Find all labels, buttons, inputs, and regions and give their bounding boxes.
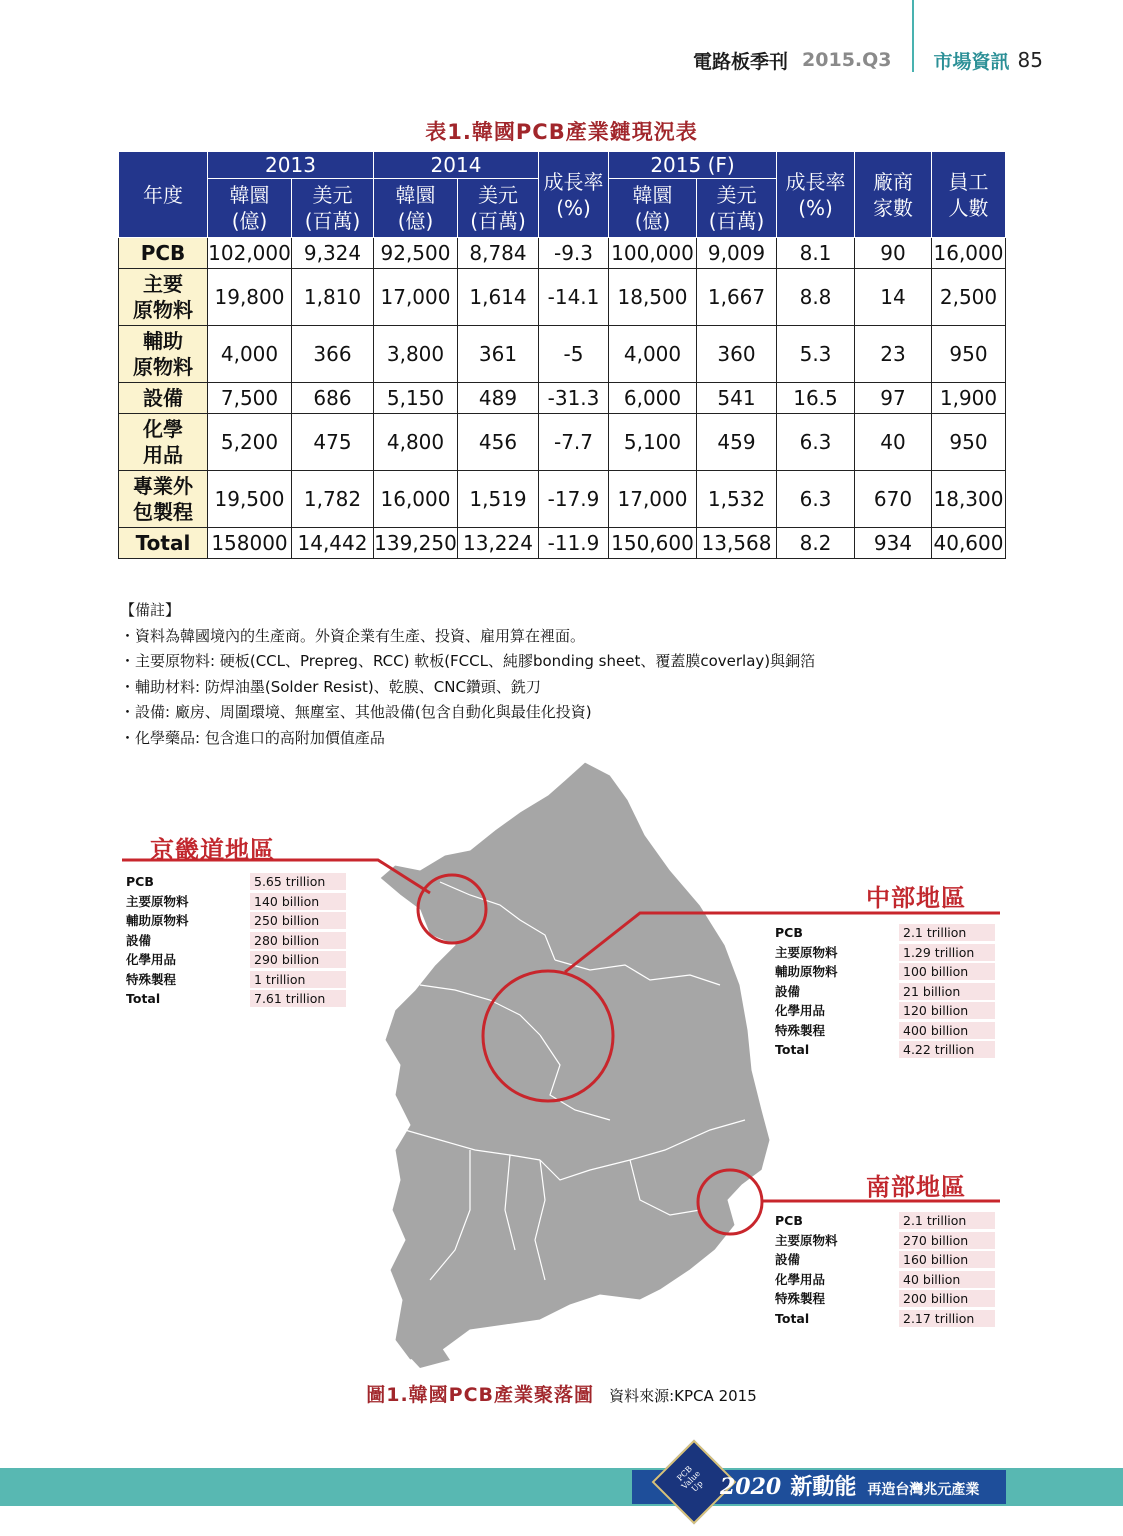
table-cell: 1,810 [292,269,374,326]
page-number: 85 [1017,48,1043,72]
table-cell: 90 [855,238,932,269]
region-row-label: 主要原物料 [775,944,838,960]
table-cell: -31.3 [539,383,609,414]
table-cell: 40,600 [932,528,1006,559]
region-row-value: 5.65 trillion [250,873,346,890]
region-row [771,1270,997,1290]
col-growth-2014: 成長率 (%) [539,152,609,238]
region-row-label: PCB [775,925,803,941]
region-row-label: 主要原物料 [775,1232,838,1248]
figure-title: 圖1.韓國PCB產業聚落圖 [366,1384,595,1406]
region-row [771,1289,997,1309]
table-cell: 8.1 [777,238,855,269]
region-row-label: 輔助原物料 [775,964,838,980]
region-row-label: Total [775,1042,810,1058]
table-cell: 17,000 [374,269,458,326]
region-row-label: 設備 [775,1252,801,1268]
table-row [119,238,1006,269]
region-row-value: 250 billion [250,912,346,929]
region-row [122,931,348,951]
table-cell: 541 [697,383,777,414]
table-cell: 17,000 [609,471,697,528]
table-row [119,326,1006,383]
figure-caption [0,1380,1123,1407]
magazine-name: 電路板季刊 [693,50,789,73]
table-cell: 14 [855,269,932,326]
table-cell: 8.8 [777,269,855,326]
region-row-label: 特殊製程 [775,1022,826,1038]
region-row-value: 280 billion [250,932,346,949]
table-cell: 9,324 [292,238,374,269]
table-cell: 4,800 [374,414,458,471]
capital-region-table [122,872,348,1009]
footer-new-energy: 新動能 [790,1475,857,1500]
table-cell: 6.3 [777,471,855,528]
table-cell: 361 [458,326,539,383]
region-row-label: 設備 [126,932,152,948]
region-row-value: 2.1 trillion [899,924,995,941]
region-row [122,872,348,892]
central-region-title: 中部地區 [866,884,966,912]
region-row [122,950,348,970]
table-cell: 1,782 [292,471,374,528]
table-cell: -11.9 [539,528,609,559]
table-cell: 97 [855,383,932,414]
region-row-label: 化學用品 [775,1271,826,1287]
central-region-table [771,923,997,1060]
col-2015f: 2015 (F) [609,152,777,179]
table-cell: 366 [292,326,374,383]
table-cell: 5,100 [609,414,697,471]
table-cell: 8.2 [777,528,855,559]
section-label: 市場資訊 [933,50,1010,73]
region-row [771,1250,997,1270]
region-row [771,1309,997,1329]
region-row-label: 設備 [775,983,801,999]
col-employees: 員工 人數 [932,152,1006,238]
note-item: ・ 資料為韓國境內的生產商。外資企業有生產、投資、雇用算在裡面。 [120,624,815,650]
region-row [771,1040,997,1060]
table-row [119,471,1006,528]
table-cell: 1,519 [458,471,539,528]
col-year: 年度 [119,152,208,238]
region-row-label: 化學用品 [126,952,177,968]
region-row [122,989,348,1009]
col-usd: 美元 (百萬) [697,179,777,238]
col-usd: 美元 (百萬) [292,179,374,238]
col-krw: 韓圜 (億) [208,179,292,238]
table-row [119,383,1006,414]
note-item: ・ 化學藥品: 包含進口的高附加價值產品 [120,726,815,752]
table-cell: 1,667 [697,269,777,326]
table-cell: 100,000 [609,238,697,269]
region-row-value: 100 billion [899,963,995,980]
row-label: 輔助 原物料 [119,326,208,383]
table-row [119,269,1006,326]
table-cell: 3,800 [374,326,458,383]
col-krw: 韓圜 (億) [609,179,697,238]
region-row-label: Total [775,1310,810,1326]
row-label: 主要 原物料 [119,269,208,326]
row-label: Total [119,528,208,559]
table-cell: 18,500 [609,269,697,326]
col-krw: 韓圜 (億) [374,179,458,238]
table-body [119,238,1006,559]
footer-subtitle: 再造台灣兆元產業 [867,1482,980,1498]
col-usd: 美元 (百萬) [458,179,539,238]
table-cell: 475 [292,414,374,471]
page-header [693,40,1043,80]
table-cell: -17.9 [539,471,609,528]
region-row-value: 290 billion [250,951,346,968]
region-row-label: Total [126,991,161,1007]
south-region-table [771,1211,997,1328]
col-2014: 2014 [374,152,539,179]
table-cell: -9.3 [539,238,609,269]
table-cell: -7.7 [539,414,609,471]
table-cell: 16.5 [777,383,855,414]
table-cell: 14,442 [292,528,374,559]
region-row-value: 400 billion [899,1022,995,1039]
table-cell: -14.1 [539,269,609,326]
table-cell: 2,500 [932,269,1006,326]
note-item: ・ 主要原物料: 硬板(CCL、Prepreg、RCC) 軟板(FCCL、純膠bonding sheet、覆蓋膜coverlay)與銅箔 [120,649,815,675]
footer-badge-text: PCB Value Up [675,1464,705,1494]
figure-source: 資料來源:KPCA 2015 [609,1387,757,1405]
table-row [119,414,1006,471]
region-row-value: 2.1 trillion [899,1212,995,1229]
region-row-value: 1 trillion [250,971,346,988]
table-cell: 13,568 [697,528,777,559]
table-row [119,528,1006,559]
row-label: 專業外 包製程 [119,471,208,528]
region-row-value: 21 billion [899,983,995,1000]
region-row-label: PCB [126,874,154,890]
table-cell: 92,500 [374,238,458,269]
region-row-label: PCB [775,1213,803,1229]
table-cell: 18,300 [932,471,1006,528]
region-row [122,892,348,912]
region-row-value: 7.61 trillion [250,990,346,1007]
korea-pcb-table [118,151,1006,559]
region-row-value: 200 billion [899,1290,995,1307]
region-row [771,943,997,963]
issue-label: 2015.Q3 [802,49,892,71]
region-row-value: 4.22 trillion [899,1041,995,1058]
note-item: ・ 輔助材料: 防焊油墨(Solder Resist)、乾膜、CNC鑽頭、銑刀 [120,675,815,701]
table-cell: 23 [855,326,932,383]
table-cell: 8,784 [458,238,539,269]
region-row [771,962,997,982]
table-cell: 5.3 [777,326,855,383]
table-cell: 5,200 [208,414,292,471]
table-cell: 13,224 [458,528,539,559]
table-cell: 4,000 [208,326,292,383]
region-row-value: 140 billion [250,893,346,910]
table-cell: 19,800 [208,269,292,326]
table-cell: 6.3 [777,414,855,471]
region-row-value: 2.17 trillion [899,1310,995,1327]
table-cell: 102,000 [208,238,292,269]
region-row-value: 270 billion [899,1232,995,1249]
row-label: 設備 [119,383,208,414]
footer-slogan [720,1470,979,1504]
region-row-value: 160 billion [899,1251,995,1268]
region-row-label: 化學用品 [775,1003,826,1019]
region-row [771,1231,997,1251]
region-row [122,911,348,931]
region-row-label: 主要原物料 [126,893,189,909]
region-row-value: 1.29 trillion [899,944,995,961]
note-item: ・ 設備: 廠房、周圍環境、無塵室、其他設備(包含自動化與最佳化投資) [120,700,815,726]
table-cell: 7,500 [208,383,292,414]
table-cell: 40 [855,414,932,471]
region-row-value: 120 billion [899,1002,995,1019]
table-cell: 16,000 [932,238,1006,269]
table-cell: 456 [458,414,539,471]
table-cell: 1,614 [458,269,539,326]
table-cell: 459 [697,414,777,471]
row-label: PCB [119,238,208,269]
col-growth-2015: 成長率 (%) [777,152,855,238]
region-row [771,1001,997,1021]
table-cell: 686 [292,383,374,414]
table-cell: 9,009 [697,238,777,269]
row-label: 化學 用品 [119,414,208,471]
region-row [122,970,348,990]
region-row [771,1211,997,1231]
col-vendors: 廠商 家數 [855,152,932,238]
region-row-value: 40 billion [899,1271,995,1288]
table-cell: 16,000 [374,471,458,528]
notes [120,598,815,751]
table-cell: 934 [855,528,932,559]
table-cell: 1,900 [932,383,1006,414]
table-title: 表1.韓國PCB產業鏈現況表 [425,120,698,144]
table-cell: 4,000 [609,326,697,383]
region-row-label: 特殊製程 [126,971,177,987]
notes-title: 【備註】 [120,601,181,619]
table-cell: 670 [855,471,932,528]
table-cell: 489 [458,383,539,414]
table-cell: 19,500 [208,471,292,528]
table-cell: 5,150 [374,383,458,414]
region-row [771,923,997,943]
table-cell: 360 [697,326,777,383]
footer-year: 2020 [720,1474,782,1500]
table-cell: 139,250 [374,528,458,559]
table-cell: -5 [539,326,609,383]
table-cell: 158000 [208,528,292,559]
col-2013: 2013 [208,152,374,179]
table-cell: 1,532 [697,471,777,528]
region-row [771,1021,997,1041]
table-cell: 150,600 [609,528,697,559]
table-cell: 950 [932,414,1006,471]
region-row-label: 特殊製程 [775,1291,826,1307]
region-row [771,982,997,1002]
capital-region-title: 京畿道地區 [150,836,275,864]
table-cell: 6,000 [609,383,697,414]
south-region-title: 南部地區 [866,1173,966,1201]
region-row-label: 輔助原物料 [126,913,189,929]
table-cell: 950 [932,326,1006,383]
